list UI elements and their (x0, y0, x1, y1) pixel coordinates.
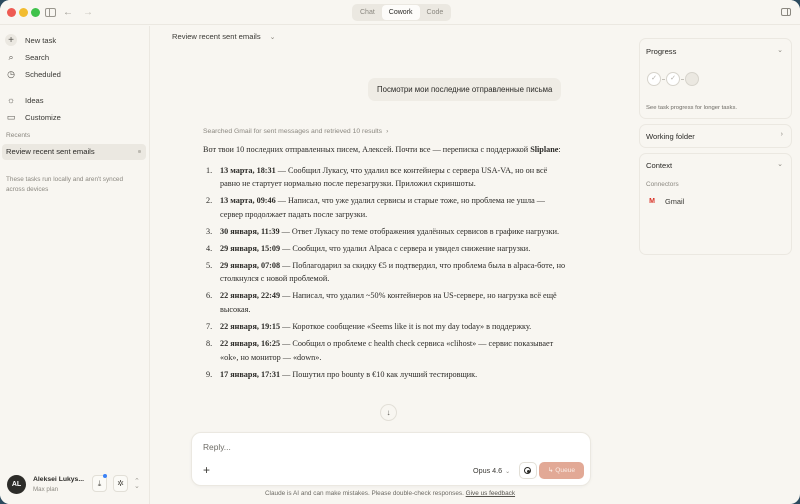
model-selector[interactable] (473, 466, 510, 475)
recent-item-label: Review recent sent emails (6, 147, 95, 156)
queue-button[interactable]: ↳ Queue (539, 462, 584, 479)
sidebar-item-customize[interactable] (4, 109, 144, 125)
recents-heading: Recents (6, 132, 31, 139)
email-summary: — Пошутил про bounty в €10 как лучший тестировщик. (280, 369, 478, 379)
intro-text: Вот твои 10 последних отправленных писем, Алексей. Почти все — переписка с поддержкой (203, 145, 531, 154)
account-menu-chevron-icon[interactable]: ⌃ ⌄ (134, 478, 140, 490)
user-plan: Max plan (33, 486, 59, 493)
email-date: 30 января, 11:39 (220, 226, 280, 236)
step-connector (681, 79, 684, 80)
plus-icon: + (5, 34, 17, 46)
model-name: Opus 4.6 (473, 466, 503, 475)
list-item (203, 337, 569, 364)
list-item (203, 194, 569, 221)
email-date: 13 марта, 09:46 (220, 196, 276, 206)
notification-dot-icon (103, 474, 107, 478)
sidebar-item-label: Search (25, 52, 50, 62)
tab-code[interactable]: Code (426, 9, 444, 16)
reply-input[interactable] (203, 442, 503, 452)
sidebar-item-new-task[interactable] (4, 32, 144, 48)
recent-item[interactable] (2, 144, 146, 160)
add-attachment-button[interactable] (203, 464, 210, 476)
user-name[interactable]: Aleksei Lukys... (33, 476, 85, 483)
chevron-down-icon: ⌄ (269, 33, 276, 41)
assistant-response (203, 143, 569, 385)
email-summary: — Поблагодарил за скидку €5 и подтвердил, что проблема была в alpaca-боте, но столкнулся с новой проблемой. (220, 260, 566, 284)
working-folder-card[interactable] (639, 124, 792, 148)
email-date: 22 января, 19:15 (220, 322, 281, 332)
avatar[interactable]: AL (7, 475, 26, 494)
connector-name: Gmail (665, 196, 685, 206)
list-item (203, 320, 569, 334)
tool-call-summary[interactable] (203, 128, 388, 135)
sidebar-item-label: New task (25, 35, 57, 45)
sidebar-item-search[interactable] (4, 49, 144, 65)
right-panel (639, 38, 792, 260)
list-item (203, 259, 569, 286)
context-title: Context (646, 161, 673, 170)
email-summary: — Написал, что удалил ~50% контейнеров на US-сервере, но нагрузка всё ещё высокая. (220, 291, 557, 314)
step-pending-icon (685, 72, 699, 86)
email-summary: — Сообщил, что удалил Alpaca с сервера и увидел снижение нагрузки. (280, 243, 531, 253)
working-folder-title: Working folder (646, 132, 695, 141)
stop-button[interactable] (519, 462, 537, 479)
plus-icon: + (203, 463, 211, 477)
forward-arrow-icon[interactable]: → (83, 7, 93, 18)
download-icon: ⤓ (97, 479, 102, 488)
response-intro (203, 143, 569, 157)
item-number: 3. (206, 226, 213, 236)
progress-title: Progress (646, 47, 677, 56)
tab-cowork[interactable]: Cowork (382, 5, 420, 20)
disclaimer-text: Claude is AI and can make mistakes. Please double-check responses. (264, 490, 464, 497)
step-connector (662, 79, 665, 80)
arrow-down-icon: ↓ (386, 408, 391, 417)
sidebar-item-scheduled[interactable] (4, 66, 144, 82)
step-done-check-icon: ✓ (647, 72, 661, 86)
email-summary: — Короткое сообщение «Seems like it is not my day today» в поддержку. (280, 322, 532, 332)
sidebar (0, 26, 150, 504)
sidebar-toggle-icon[interactable] (45, 8, 56, 17)
lightbulb-icon: ☼ (6, 95, 16, 105)
item-number: 7. (206, 322, 213, 332)
user-message-bubble: Посмотри мои последние отправленные письма (368, 78, 561, 101)
connector-gmail[interactable] (646, 195, 684, 207)
chevron-down-icon: ⌄ (505, 469, 511, 475)
close-window-button[interactable] (7, 8, 16, 17)
item-number: 9. (206, 369, 213, 379)
chevron-right-icon: › (780, 131, 783, 138)
local-tasks-note: These tasks run locally and aren't synced across devices (6, 176, 124, 193)
sidebar-item-ideas[interactable] (4, 92, 144, 108)
download-button[interactable] (92, 475, 107, 492)
briefcase-icon: ▭ (6, 111, 16, 122)
running-indicator-icon (138, 150, 141, 153)
user-profile (0, 470, 150, 504)
email-list (203, 164, 569, 382)
progress-card (639, 38, 792, 119)
email-date: 22 января, 22:49 (220, 291, 281, 301)
item-number: 2. (206, 196, 213, 206)
scroll-to-bottom-button[interactable] (380, 404, 397, 421)
connectors-label: Connectors (646, 181, 679, 188)
feedback-link[interactable]: Give us feedback (465, 490, 516, 497)
item-number: 5. (206, 260, 213, 270)
main-content (151, 26, 629, 504)
email-date: 22 января, 16:25 (220, 339, 281, 349)
intro-end: : (558, 145, 561, 154)
maximize-window-button[interactable] (31, 8, 40, 17)
email-date: 29 января, 07:08 (220, 260, 281, 270)
gmail-icon: M (649, 197, 655, 205)
disclaimer (151, 490, 629, 497)
progress-steps (647, 72, 699, 86)
tab-chat[interactable]: Chat (360, 9, 375, 16)
clock-icon: ◷ (7, 68, 15, 79)
email-date: 29 января, 15:09 (220, 243, 281, 253)
item-number: 8. (206, 339, 213, 349)
chevron-right-icon: › (386, 128, 389, 135)
sidebar-item-label: Customize (25, 112, 61, 122)
email-date: 13 марта, 18:31 (220, 165, 276, 175)
bug-report-button[interactable] (113, 475, 128, 492)
minimize-window-button[interactable] (19, 8, 28, 17)
right-panel-toggle-icon[interactable] (781, 8, 791, 16)
list-item (203, 242, 569, 256)
list-item (203, 164, 569, 191)
email-date: 17 января, 17:31 (220, 369, 281, 379)
sidebar-item-label: Ideas (25, 95, 44, 105)
list-item (203, 289, 569, 316)
chevron-down-icon[interactable]: ⌄ (777, 47, 783, 54)
progress-hint: See task progress for longer tasks. (646, 105, 738, 111)
email-summary: — Ответ Лукасу по теме отображения удалённых сервисов в графике нагрузки. (279, 226, 560, 236)
item-number: 1. (206, 165, 213, 175)
email-summary: — Сообщил Лукасу, что удалил все контейнеры с сервера USA-VA, но он всё равно не стартует нормально после перезагрузки. Приложил скриншоты. (220, 165, 548, 188)
email-summary: — Сообщил о проблеме с health check сервиса «clihost» — сервис показывает «ok», но монитор — «down». (220, 339, 554, 362)
item-number: 4. (206, 243, 213, 253)
sidebar-item-label: Scheduled (25, 69, 61, 79)
composer (191, 432, 591, 486)
title-bar (0, 0, 800, 25)
search-icon: ⌕ (8, 51, 14, 62)
list-item (203, 368, 569, 382)
bug-icon: ✲ (117, 479, 124, 488)
chevron-down-icon[interactable]: ⌄ (777, 161, 783, 168)
conversation-title[interactable] (172, 32, 276, 41)
mode-switcher (352, 4, 451, 21)
conversation-title-text: Review recent sent emails (172, 32, 261, 41)
context-card (639, 153, 792, 255)
list-item (203, 225, 569, 239)
step-done-check-icon: ✓ (666, 72, 680, 86)
tool-call-summary-text: Searched Gmail for sent messages and retrieved 10 results (203, 128, 383, 135)
email-summary: — Написал, что уже удалил сервисы и старые тоже, но проблема не ушла — сервер продолжает падать после загрузки. (220, 196, 545, 219)
back-arrow-icon[interactable]: ← (63, 7, 73, 18)
item-number: 6. (206, 291, 213, 301)
intro-bold: Sliplane (530, 145, 559, 154)
